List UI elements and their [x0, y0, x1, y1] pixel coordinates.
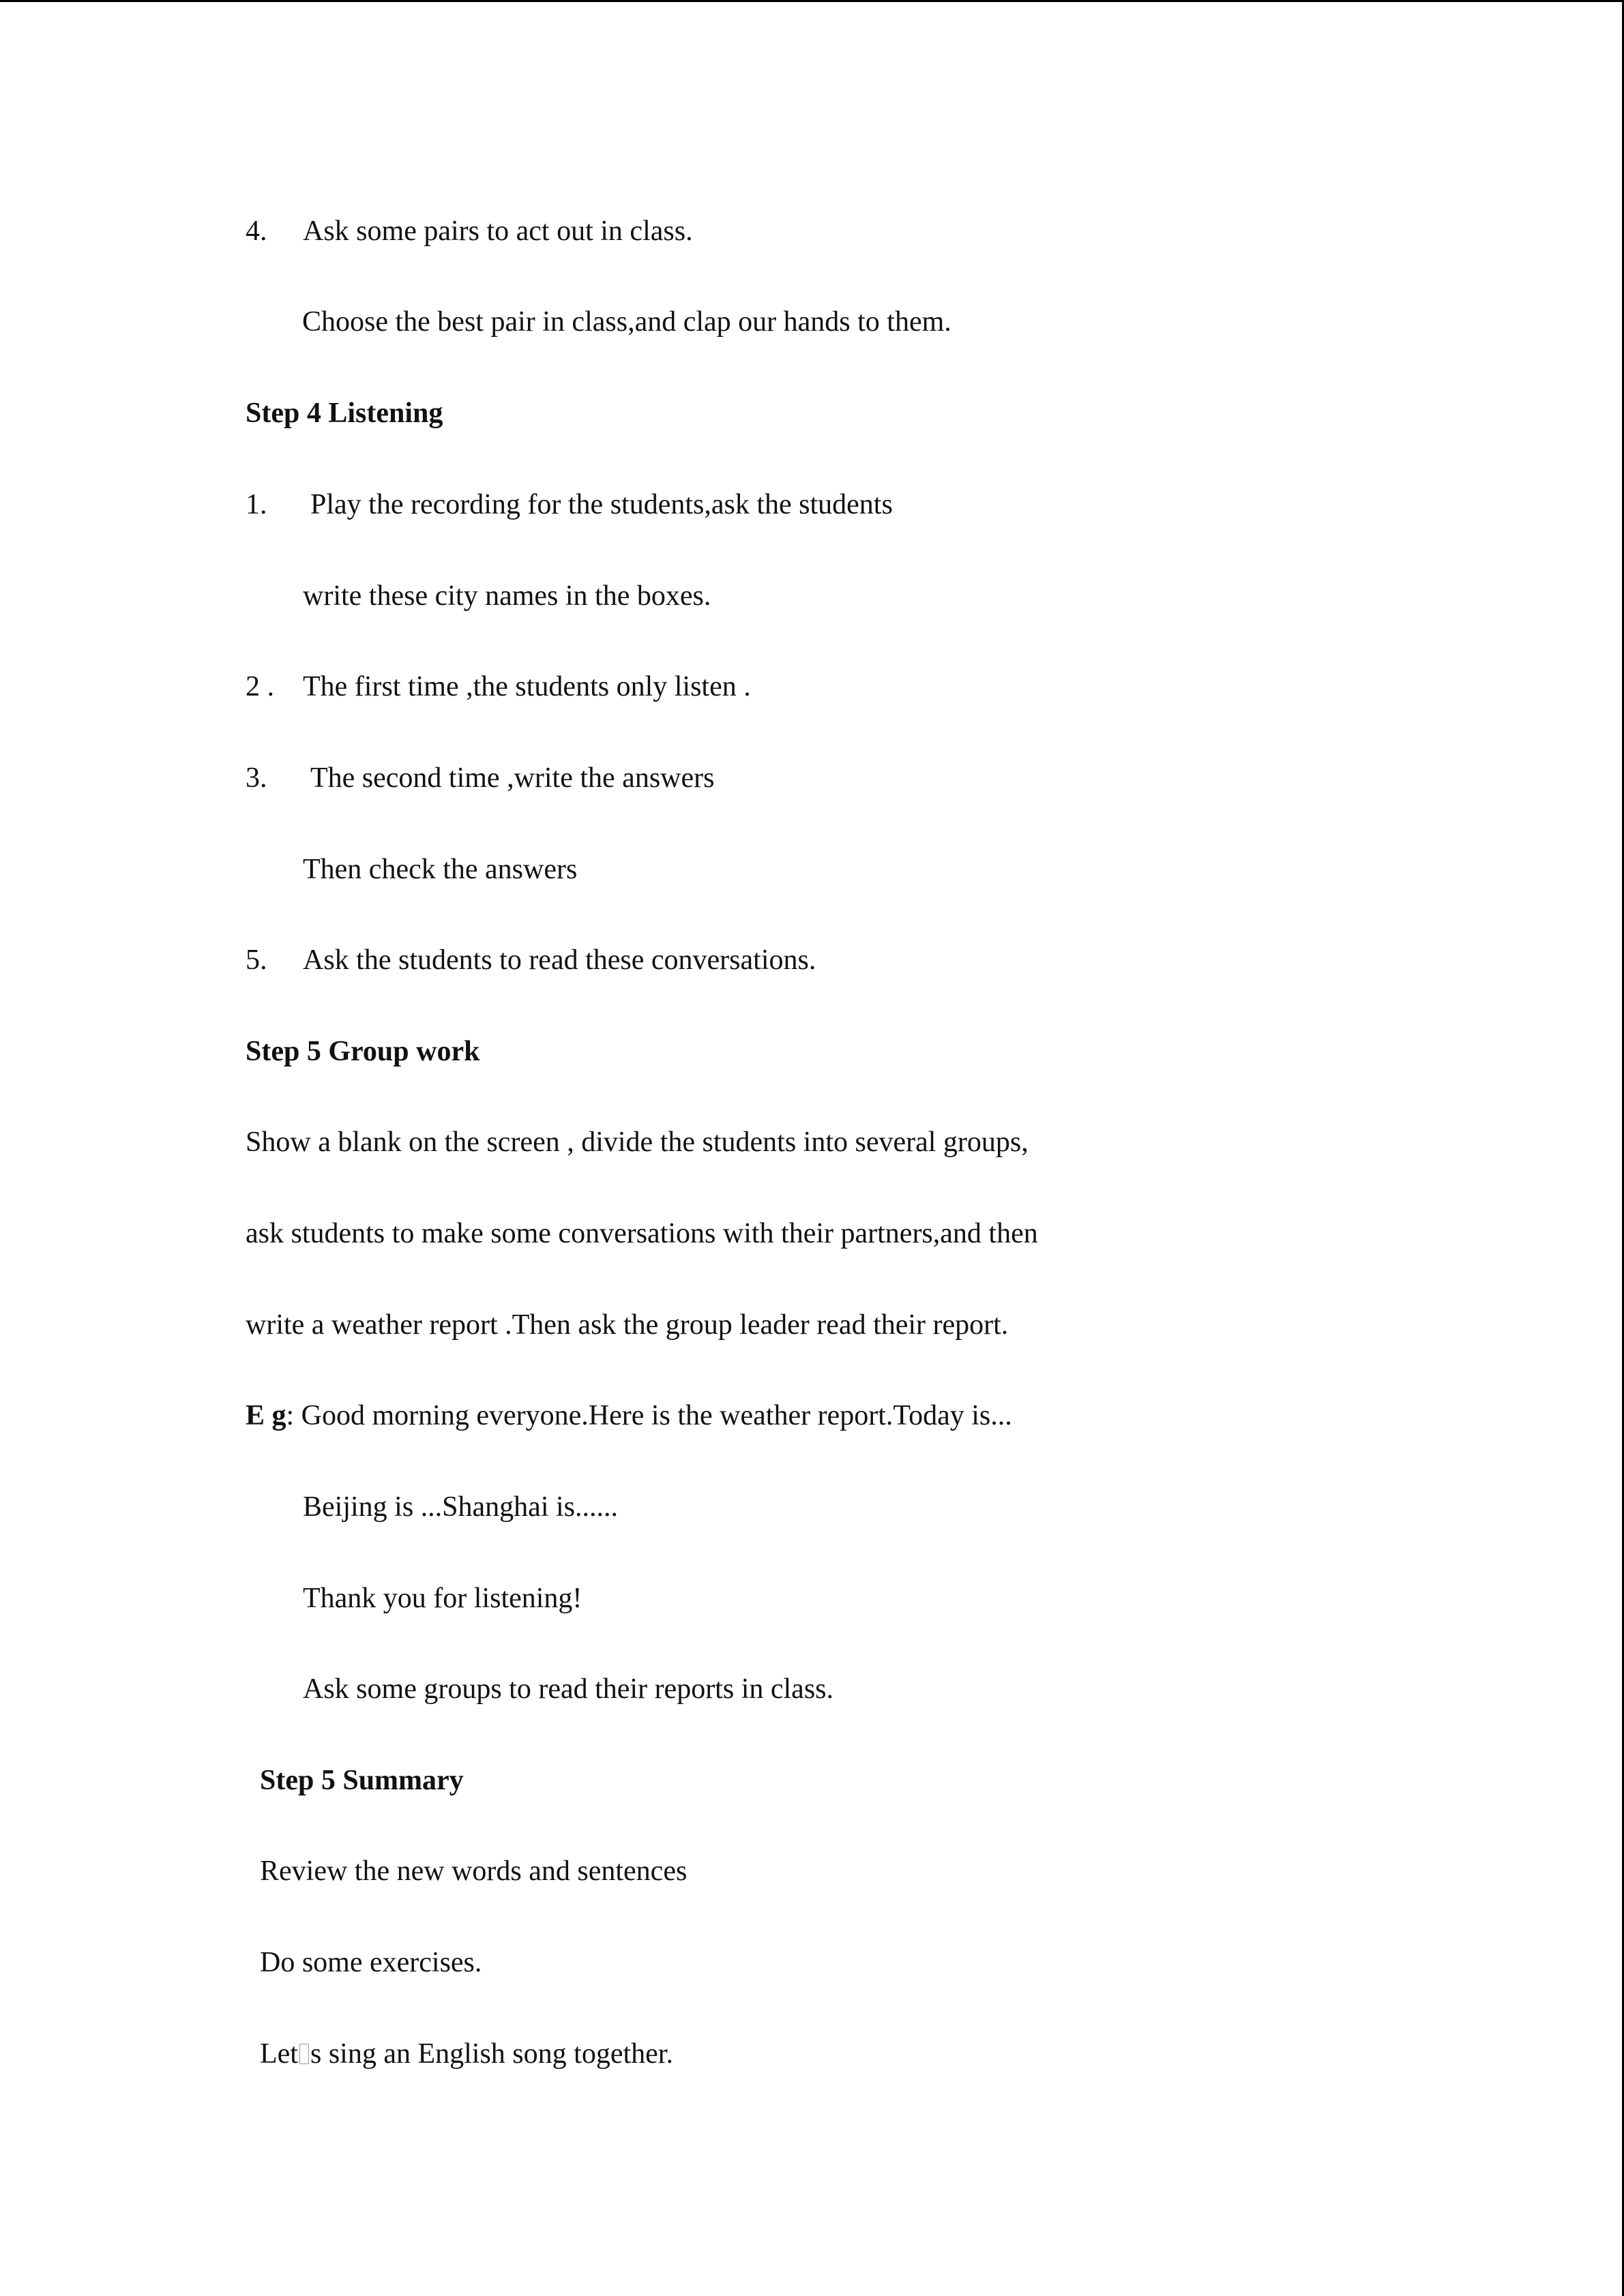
example-line: Thank you for listening! [303, 1583, 582, 1614]
step4-heading: Step 4 Listening [246, 398, 443, 429]
list-item-text: Ask some pairs to act out in class. [303, 215, 693, 247]
list-number: 4. [246, 215, 267, 247]
missing-glyph-icon [299, 2044, 309, 2064]
example-line: Beijing is ...Shanghai is...... [303, 1491, 618, 1523]
example-label: E g [246, 1400, 286, 1431]
paragraph-line: ask students to make some conversations with their partners,and then [246, 1218, 1038, 1249]
list-item-continuation: write these city names in the boxes. [303, 580, 711, 612]
summary-text-part: Let [260, 2038, 298, 2070]
summary-line: Do some exercises. [260, 1947, 482, 1978]
list-item-text: Play the recording for the students,ask the students [310, 489, 893, 520]
list-number: 5. [246, 944, 267, 976]
example-text: : Good morning everyone.Here is the weather report.Today is... [286, 1400, 1012, 1431]
list-item-continuation: Then check the answers [303, 854, 578, 885]
paragraph-line: Show a blank on the screen , divide the students into several groups, [246, 1127, 1029, 1158]
paragraph-line: write a weather report .Then ask the group leader read their report. [246, 1309, 1009, 1341]
list-item-continuation: Choose the best pair in class,and clap our hands to them. [302, 306, 951, 338]
step5-heading: Step 5 Group work [246, 1036, 480, 1067]
summary-line [260, 2037, 673, 2071]
list-number: 3. [246, 762, 267, 794]
example-line: Ask some groups to read their reports in class. [303, 1673, 834, 1705]
summary-heading: Step 5 Summary [260, 1765, 464, 1796]
list-item-text: The first time ,the students only listen . [303, 671, 751, 702]
example-line [246, 1399, 1012, 1433]
list-number: 1. [246, 489, 267, 520]
list-item-text: Ask the students to read these conversations. [303, 944, 816, 976]
summary-line: Review the new words and sentences [260, 1855, 688, 1887]
list-item-text: The second time ,write the answers [310, 762, 715, 794]
list-number: 2 . [246, 671, 274, 702]
summary-text-part: s sing an English song together. [310, 2038, 673, 2070]
